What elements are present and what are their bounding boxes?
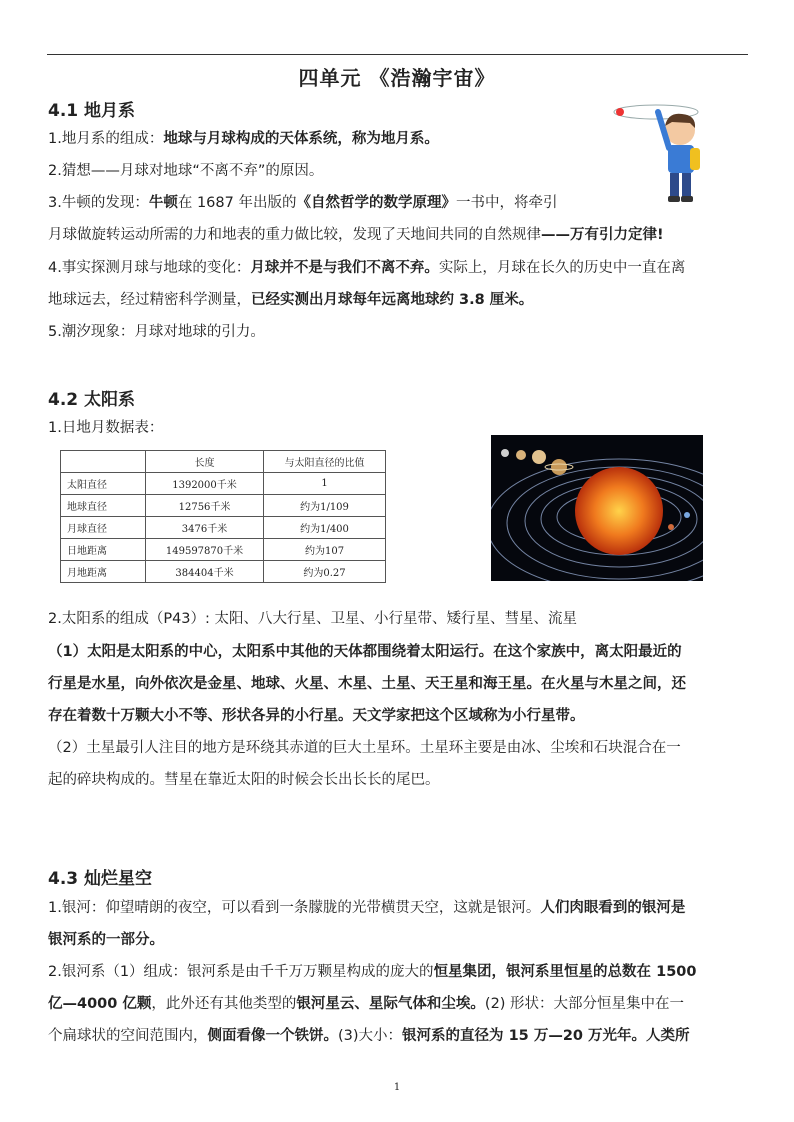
paragraph-line: 起的碎块构成的。彗星在靠近太阳的时候会长出长长的尾巴。 [48, 772, 440, 788]
boy-illustration [612, 90, 720, 206]
sun-earth-moon-table [60, 450, 386, 583]
table-cell: 月地距离 [61, 561, 146, 583]
paragraph-line: 亿—4000 亿颗，此外还有其他类型的银河星云、星际气体和尘埃。(2) 形状：大部分恒星集中在一 [48, 996, 685, 1012]
section-heading-4-2: 4.2 太阳系 [48, 390, 136, 410]
header-rule [47, 54, 748, 55]
paragraph-line: 1.银河：仰望晴朗的夜空，可以看到一条朦胧的光带横贯天空，这就是银河。人们肉眼看到的银河是 [48, 900, 686, 916]
table-cell: 月球直径 [61, 517, 146, 539]
table-cell: 384404千米 [146, 561, 264, 583]
table-row [61, 495, 386, 517]
table-cell: 与太阳直径的比值 [264, 451, 386, 473]
paragraph-line: 个扁球状的空间范围内，侧面看像一个铁饼。(3)大小：银河系的直径为 15 万—20 万光年。人类所 [48, 1028, 690, 1044]
table-row [61, 517, 386, 539]
section-heading-4-1: 4.1 地月系 [48, 101, 136, 121]
paragraph-line: （2）土星最引人注目的地方是环绕其赤道的巨大土星环。土星环主要是由冰、尘埃和石块混合在一 [48, 740, 681, 756]
table-cell [61, 451, 146, 473]
paragraph-line: 银河系的一部分。 [48, 932, 164, 948]
table-row [61, 561, 386, 583]
table-cell: 约为1/400 [264, 517, 386, 539]
paragraph-line: 3.牛顿的发现：牛顿在 1687 年出版的《自然哲学的数学原理》一书中，将牵引 [48, 195, 558, 211]
table-cell: 地球直径 [61, 495, 146, 517]
page-number: 1 [393, 1082, 401, 1093]
section-heading-4-3: 4.3 灿烂星空 [48, 869, 153, 889]
table-cell: 12756千米 [146, 495, 264, 517]
paragraph-line: 存在着数十万颗大小不等、形状各异的小行星。天文学家把这个区域称为小行星带。 [48, 708, 585, 724]
table-cell: 1 [264, 473, 386, 495]
table-cell: 约为107 [264, 539, 386, 561]
paragraph-line: 2.太阳系的组成（P43）: 太阳、八大行星、卫星、小行星带、矮行星、彗星、流星 [48, 611, 578, 627]
table-row [61, 539, 386, 561]
paragraph-line: 1.日地月数据表： [48, 420, 164, 436]
table-header-row [61, 451, 386, 473]
table-cell: 太阳直径 [61, 473, 146, 495]
table-cell: 约为1/109 [264, 495, 386, 517]
solar-system-image [491, 435, 703, 581]
page-title: 四单元 《浩瀚宇宙》 [298, 66, 496, 90]
table-row [61, 473, 386, 495]
table-cell: 3476千米 [146, 517, 264, 539]
table-cell: 1392000千米 [146, 473, 264, 495]
paragraph-line: 地球远去，经过精密科学测量，已经实测出月球每年远离地球约 3.8 厘米。 [48, 292, 534, 308]
paragraph-line: 2.银河系（1）组成：银河系是由千千万万颗星构成的庞大的恒星集团，银河系里恒星的总数在 1500 [48, 964, 697, 980]
paragraph-line: 月球做旋转运动所需的力和地表的重力做比较，发现了天地间共同的自然规律——万有引力定律! [48, 227, 664, 243]
paragraph-line: （1）太阳是太阳系的中心，太阳系中其他的天体都围绕着太阳运行。在这个家族中，离太阳最近的 [48, 644, 682, 660]
table-cell: 长度 [146, 451, 264, 473]
paragraph-line: 4.事实探测月球与地球的变化：月球并不是与我们不离不弃。实际上，月球在长久的历史中一直在离 [48, 260, 686, 276]
paragraph-line: 5.潮汐现象：月球对地球的引力。 [48, 324, 265, 340]
paragraph-line: 2.猜想——月球对地球“不离不弃”的原因。 [48, 163, 324, 179]
table-cell: 约为0.27 [264, 561, 386, 583]
table-cell: 149597870千米 [146, 539, 264, 561]
table-cell: 日地距离 [61, 539, 146, 561]
paragraph-line: 行星是水星，向外依次是金星、地球、火星、木星、土星、天王星和海王星。在火星与木星之间，还 [48, 676, 686, 692]
paragraph-line: 1.地月系的组成：地球与月球构成的天体系统，称为地月系。 [48, 131, 439, 147]
